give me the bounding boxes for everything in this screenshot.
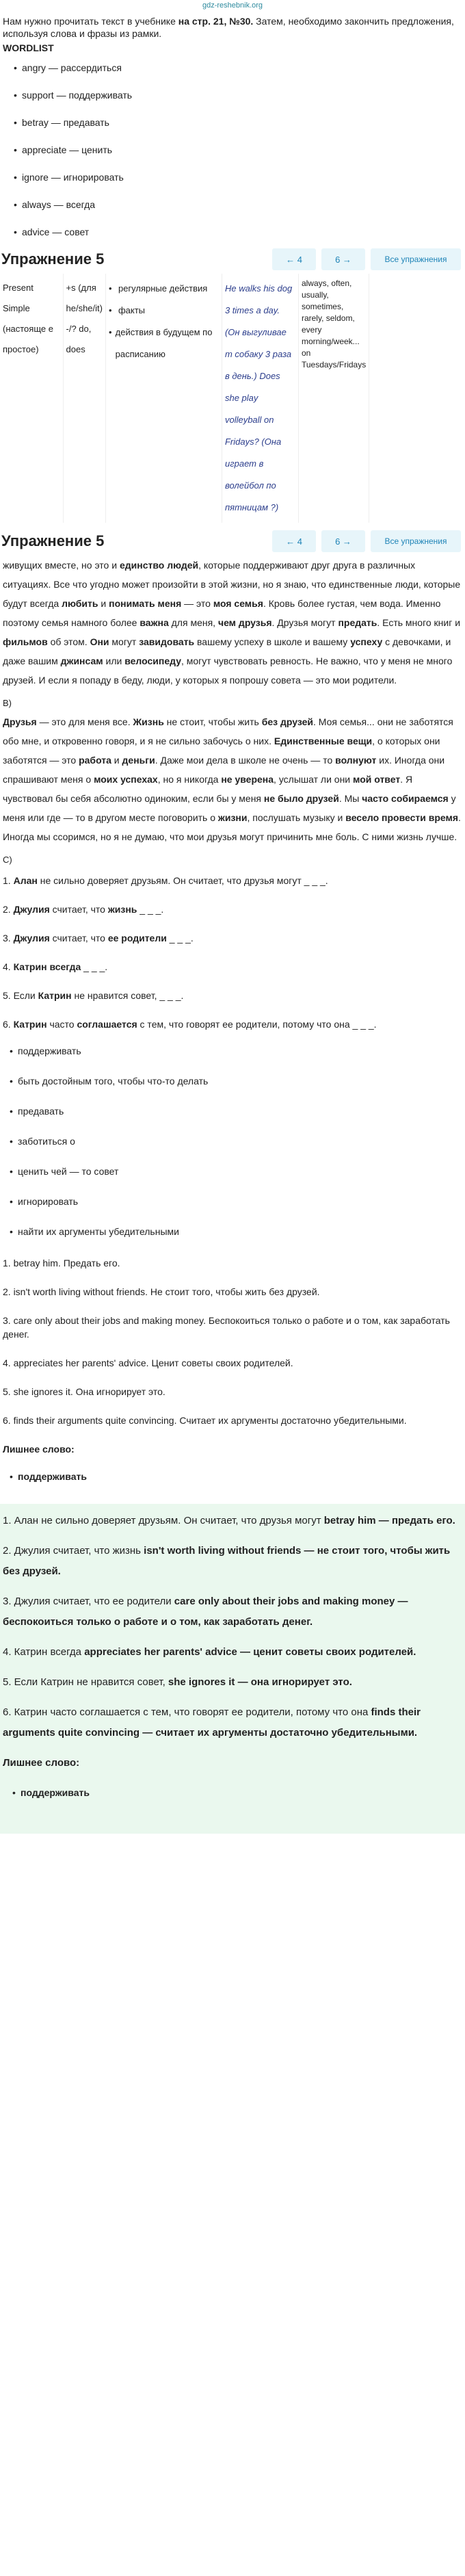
list-item — [109, 322, 219, 365]
prev-exercise-button[interactable]: ← 4 — [272, 248, 316, 270]
wordlist-item — [0, 81, 465, 108]
tense-example-cell: He walks his dog 3 times a day. (Он выгуливае т собаку 3 раза в день.) Does she play volleyball on Fridays? (Она играет в волейбол по пятницам ?) — [222, 274, 298, 523]
wordlist-item — [0, 163, 465, 190]
site-logo[interactable]: gdz-reshebnik.org — [202, 1, 263, 10]
questions-list — [0, 869, 465, 1041]
translation-item: 1. betray him. Предать его. — [3, 1258, 120, 1269]
wordlist-item-text: support — поддерживать — [22, 90, 133, 101]
extra-word-label: Лишнее слово: — [3, 1444, 75, 1455]
question-item: 5. Если Катрин не нравится совет, _ _ _. — [3, 990, 184, 1001]
question-item: 3. Джулия считает, что ее родители _ _ _. — [3, 933, 194, 944]
question-item: 2. Джулия считает, что жизнь _ _ _. — [3, 904, 164, 915]
text-a: живущих вместе, но это и единство людей, которые поддерживают друг друга в различных ситуациях. Все что угодно может произойти в этой жизни, но я знаю, что единственные люди, которые будут всегда любить и понимать меня — это моя семья. Кровь более густая, чем вода. Именно поэтому семья намного более важна для меня, чем друзья. Друзья могут предать. Есть много книг и фильмов об этом. Они могут завидовать вашему успеху в школе и вашему успеху с девочками, и даже вашим джинсам или велосипеду, могут чувствовать ревность. Не важно, что у меня не много друзей. И если я попаду в беду, люди, у которых я попрошу совета — это мои родители. — [3, 560, 461, 686]
wordlist-item-text: ignore — игнорировать — [22, 172, 124, 183]
option-item: • игнорировать — [10, 1196, 79, 1207]
prev-exercise-button[interactable]: ← 4 — [272, 530, 316, 552]
all-exercises-button[interactable]: Все упражнения — [371, 248, 461, 270]
bullet-icon: • — [108, 305, 112, 315]
translations-list — [0, 1252, 465, 1438]
bullet-icon: • — [10, 1045, 13, 1056]
use-text: факты — [118, 305, 146, 315]
wordlist-item-text: appreciate — ценить — [22, 144, 113, 155]
bullet-icon: • — [10, 1106, 13, 1117]
intro-text — [0, 15, 465, 40]
extra-word-item: • поддерживать — [10, 1471, 87, 1482]
bullet-icon: • — [10, 1136, 13, 1147]
use-text: действия в будущем по расписанию — [115, 327, 213, 359]
wordlist — [0, 53, 465, 245]
tense-uses-cell — [105, 274, 222, 523]
bullet-icon: • — [14, 117, 17, 128]
list-item — [109, 300, 219, 322]
list-item — [109, 278, 219, 300]
wordlist-item-text: betray — предавать — [22, 117, 109, 128]
answer-item: 2. Джулия считает, что жизнь isn't worth living without friends — не стоит того, чтобы жить без друзей. — [3, 1545, 451, 1577]
bullet-icon: • — [10, 1196, 13, 1207]
translation-item: 4. appreciates her parents' advice. Ценит советы своих родителей. — [3, 1357, 293, 1368]
bullet-icon: • — [14, 62, 17, 73]
tense-table — [0, 274, 465, 523]
bullet-icon: • — [14, 199, 17, 210]
exercise-title: Упражнение 5 — [1, 250, 105, 268]
wordlist-item — [0, 108, 465, 135]
bullet-icon: • — [108, 327, 112, 337]
bullet-icon: • — [14, 226, 17, 237]
all-exercises-button[interactable]: Все упражнения — [371, 530, 461, 552]
translation-item: 2. isn't worth living without friends. Не стоит того, чтобы жить без друзей. — [3, 1286, 320, 1297]
answer-item: 3. Джулия считает, что ее родители care only about their jobs and making money — беспокоиться только о работе и о том, как заработать денег. — [3, 1596, 408, 1628]
bullet-icon: • — [14, 172, 17, 183]
translation-item: 3. care only about their jobs and making money. Беспокоиться только о работе и о том, как заработать денег. — [3, 1315, 450, 1340]
wordlist-item-text: advice — совет — [22, 226, 90, 237]
answer-extra-label: Лишнее слово: — [3, 1757, 80, 1769]
bullet-icon: • — [10, 1166, 13, 1177]
intro-part-1: Нам нужно прочитать текст в учебнике — [3, 16, 178, 27]
option-item: • поддерживать — [10, 1045, 81, 1056]
translation-item: 5. she ignores it. Она игнорирует это. — [3, 1386, 165, 1397]
use-text: регулярные действия — [118, 283, 208, 294]
wordlist-title: WORDLIST — [3, 42, 54, 53]
option-item: • предавать — [10, 1106, 64, 1117]
answer-box — [0, 1504, 465, 1834]
option-item: • заботиться о — [10, 1136, 75, 1147]
exercise-nav-2 — [0, 527, 465, 556]
options-list — [0, 1041, 465, 1252]
answer-extra-item: • поддерживать — [12, 1787, 90, 1798]
tense-name-cell: Present Simple (настояще е простое) — [0, 274, 63, 523]
exercise-nav — [0, 245, 465, 274]
text-b: Друзья — это для меня все. Жизнь не стоит, чтобы жить без друзей. Моя семья... они не заботятся обо мне, и откровенно говоря, и я не сильно забочусь о них. Единственные вещи, о которых они заботятся — это работа и деньги. Даже мои дела в школе не очень — то волнуют их. Иногда они спрашивают меня о моих успехах, но я никогда не уверена, услышат ли они мой ответ. Я чувствовал бы себя абсолютно одиноким, если бы у меня не было друзей. Мы часто собираемся у меня или где — то в другом месте поговорить о жизни, послушать музыку и весело провести время. Иногда мы ссоримся, но я не думаю, что мои друзья могут причинить мне боль. С ними жизнь лучше. — [3, 716, 461, 842]
bullet-icon: • — [10, 1471, 13, 1482]
answer-item: 1. Алан не сильно доверяет друзьям. Он считает, что друзья могут betray him — предать его. — [3, 1515, 455, 1526]
translation-item: 6. finds their arguments quite convincing. Считает их аргументы достаточно убедительными. — [3, 1415, 407, 1426]
table-row — [0, 274, 465, 523]
next-exercise-button[interactable]: 6 → — [321, 530, 365, 552]
bullet-icon: • — [10, 1226, 13, 1237]
wordlist-item-text: always — всегда — [22, 199, 96, 210]
question-item: 1. Алан не сильно доверяет друзьям. Он считает, что друзья могут _ _ _. — [3, 875, 328, 886]
option-item: • найти их аргументы убедительными — [10, 1226, 179, 1237]
question-item: 6. Катрин часто соглашается с тем, что говорят ее родители, потому что она _ _ _. — [3, 1019, 377, 1030]
wordlist-item — [0, 190, 465, 218]
wordlist-item-text: angry — рассердиться — [22, 62, 122, 73]
section-c-label: C) — [3, 855, 12, 865]
site-header — [0, 0, 465, 15]
exercise-title: Упражнение 5 — [1, 532, 105, 549]
question-item: 4. Катрин всегда _ _ _. — [3, 961, 108, 972]
empty-cell — [369, 274, 465, 523]
option-item: • быть достойным того, чтобы что-то делать — [10, 1076, 209, 1087]
bullet-icon: • — [14, 90, 17, 101]
wordlist-item — [0, 53, 465, 81]
bullet-icon: • — [10, 1076, 13, 1087]
option-item: • ценить чей — то совет — [10, 1166, 119, 1177]
tense-form-cell: +s (для he/she/it) -/? do, does — [63, 274, 105, 523]
answer-item: 5. Если Катрин не нравится совет, she ignores it — она игнорирует это. — [3, 1676, 352, 1688]
answer-item: 6. Катрин часто соглашается с тем, что говорят ее родители, потому что она finds their arguments quite convincing — считает их аргументы достаточно убедительными. — [3, 1706, 421, 1739]
intro-part-2: Затем, необходимо закончить предложения, используя слова и фразы из рамки. — [3, 16, 454, 39]
next-exercise-button[interactable]: 6 → — [321, 248, 365, 270]
bullet-icon: • — [12, 1787, 16, 1798]
bullet-icon: • — [108, 283, 112, 294]
tense-markers-cell: always, often, usually, sometimes, rarely, seldom, every morning/week... on Tuesdays/Fridays — [298, 274, 369, 523]
wordlist-item — [0, 218, 465, 245]
intro-page-ref: на стр. 21, №30. — [178, 16, 254, 27]
answer-item: 4. Катрин всегда appreciates her parents' advice — ценит советы своих родителей. — [3, 1646, 416, 1658]
wordlist-item — [0, 135, 465, 163]
bullet-icon: • — [14, 144, 17, 155]
section-b-label: B) — [3, 698, 12, 708]
